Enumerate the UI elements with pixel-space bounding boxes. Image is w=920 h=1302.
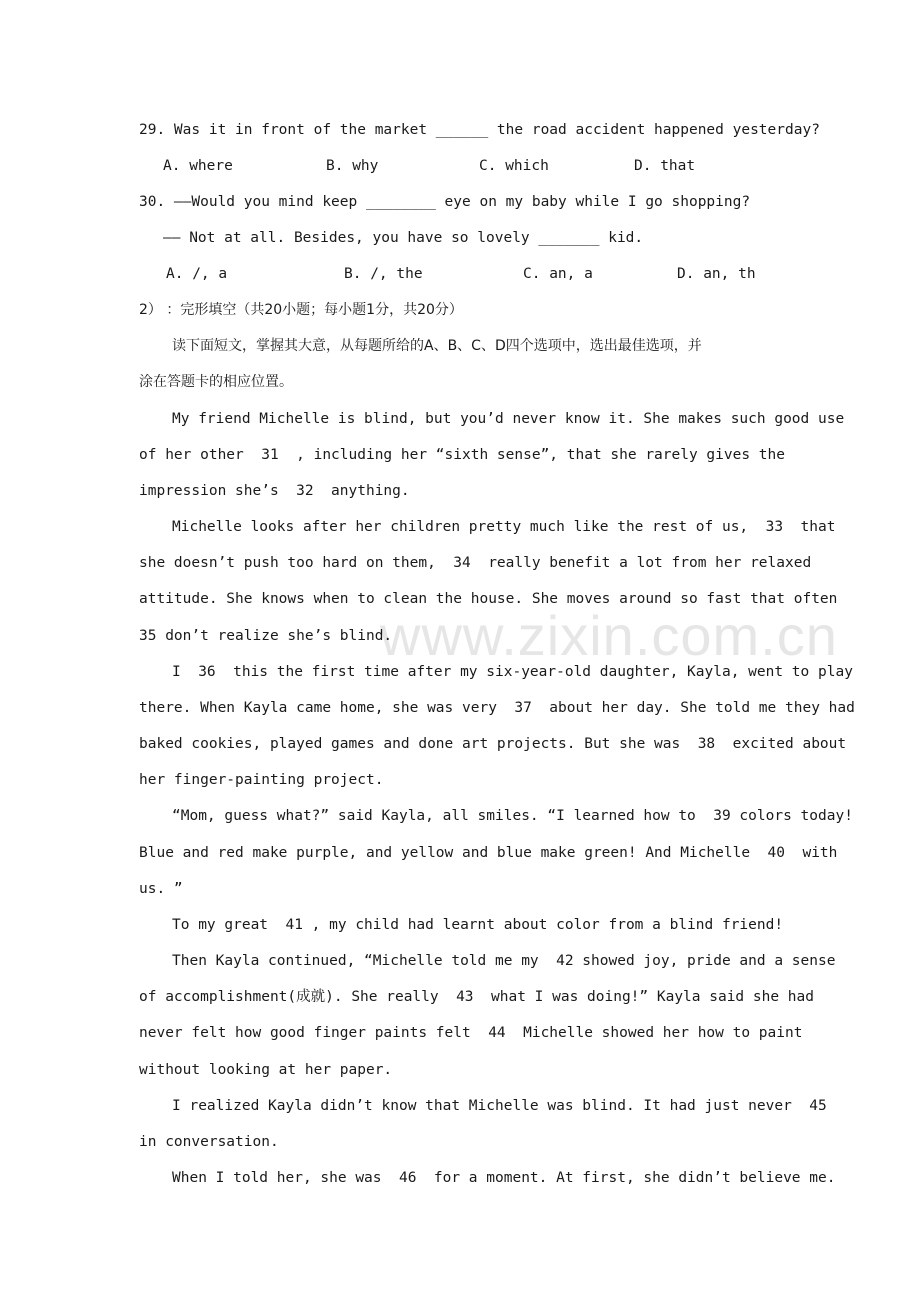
- question-30-stem: 30. ——Would you mind keep ________ eye on my baby while I go shopping?: [139, 194, 751, 210]
- question-29-options: [0, 156, 920, 176]
- passage-line: I 36 this the first time after my six-year-old daughter, Kayla, went to play: [172, 664, 853, 680]
- passage-line: she doesn’t push too hard on them, 34 really benefit a lot from her relaxed: [139, 555, 812, 571]
- passage-line: When I told her, she was 46 for a moment. At first, she didn’t believe me.: [172, 1170, 836, 1186]
- option-b: B. why: [326, 158, 379, 174]
- passage-line: us. ”: [139, 881, 183, 897]
- passage-line: without looking at her paper.: [139, 1062, 393, 1078]
- option-a: A. where: [163, 158, 233, 174]
- passage-line: in conversation.: [139, 1134, 279, 1150]
- passage-line: I realized Kayla didn’t know that Michelle was blind. It had just never 45: [172, 1098, 827, 1114]
- passage-line: Then Kayla continued, “Michelle told me my 42 showed joy, pride and a sense: [172, 953, 836, 969]
- option-d: D. that: [634, 158, 696, 174]
- watermark: www.zixin.com.cn: [380, 604, 838, 667]
- passage-line: Michelle looks after her children pretty much like the rest of us, 33 that: [172, 519, 836, 535]
- passage-line: My friend Michelle is blind, but you’d never know it. She makes such good use: [172, 411, 845, 427]
- option-a: A. /, a: [166, 266, 228, 282]
- passage-line: “Mom, guess what?” said Kayla, all smiles. “I learned how to 39 colors today!: [172, 808, 853, 824]
- passage-line: of accomplishment(成就). She really 43 what I was doing!” Kayla said she had: [139, 989, 815, 1005]
- passage-line: never felt how good finger paints felt 44 Michelle showed her how to paint: [139, 1025, 803, 1041]
- section-instructions-cont: 涂在答题卡的相应位置。: [139, 374, 293, 390]
- passage-line: Blue and red make purple, and yellow and blue make green! And Michelle 40 with: [139, 845, 838, 861]
- passage-line: baked cookies, played games and done art projects. But she was 38 excited about: [139, 736, 847, 752]
- option-c: C. which: [479, 158, 549, 174]
- passage-line: attitude. She knows when to clean the house. She moves around so fast that often: [139, 591, 838, 607]
- passage-line: there. When Kayla came home, she was very 37 about her day. She told me they had: [139, 700, 855, 716]
- passage-line: of her other 31 , including her “sixth sense”, that she rarely gives the: [139, 447, 786, 463]
- option-d: D. an, th: [677, 266, 756, 282]
- question-30-response: —— Not at all. Besides, you have so lovely _______ kid.: [163, 230, 644, 246]
- option-b: B. /, the: [344, 266, 423, 282]
- question-30-options: [0, 264, 920, 284]
- passage-line: To my great 41 , my child had learnt about color from a blind friend!: [172, 917, 784, 933]
- passage-line: impression she’s 32 anything.: [139, 483, 410, 499]
- passage-line: her finger-painting project.: [139, 772, 384, 788]
- passage-line: 35 don’t realize she’s blind.: [139, 628, 393, 644]
- section-title: 2） ：完形填空（共20小题；每小题1分，共20分）: [139, 302, 463, 318]
- question-29-stem: 29. Was it in front of the market ______ the road accident happened yesterday?: [139, 122, 820, 138]
- section-instructions: 读下面短文，掌握其大意，从每题所给的A、B、C、D四个选项中，选出最佳选项，并: [172, 338, 702, 354]
- option-c: C. an, a: [523, 266, 593, 282]
